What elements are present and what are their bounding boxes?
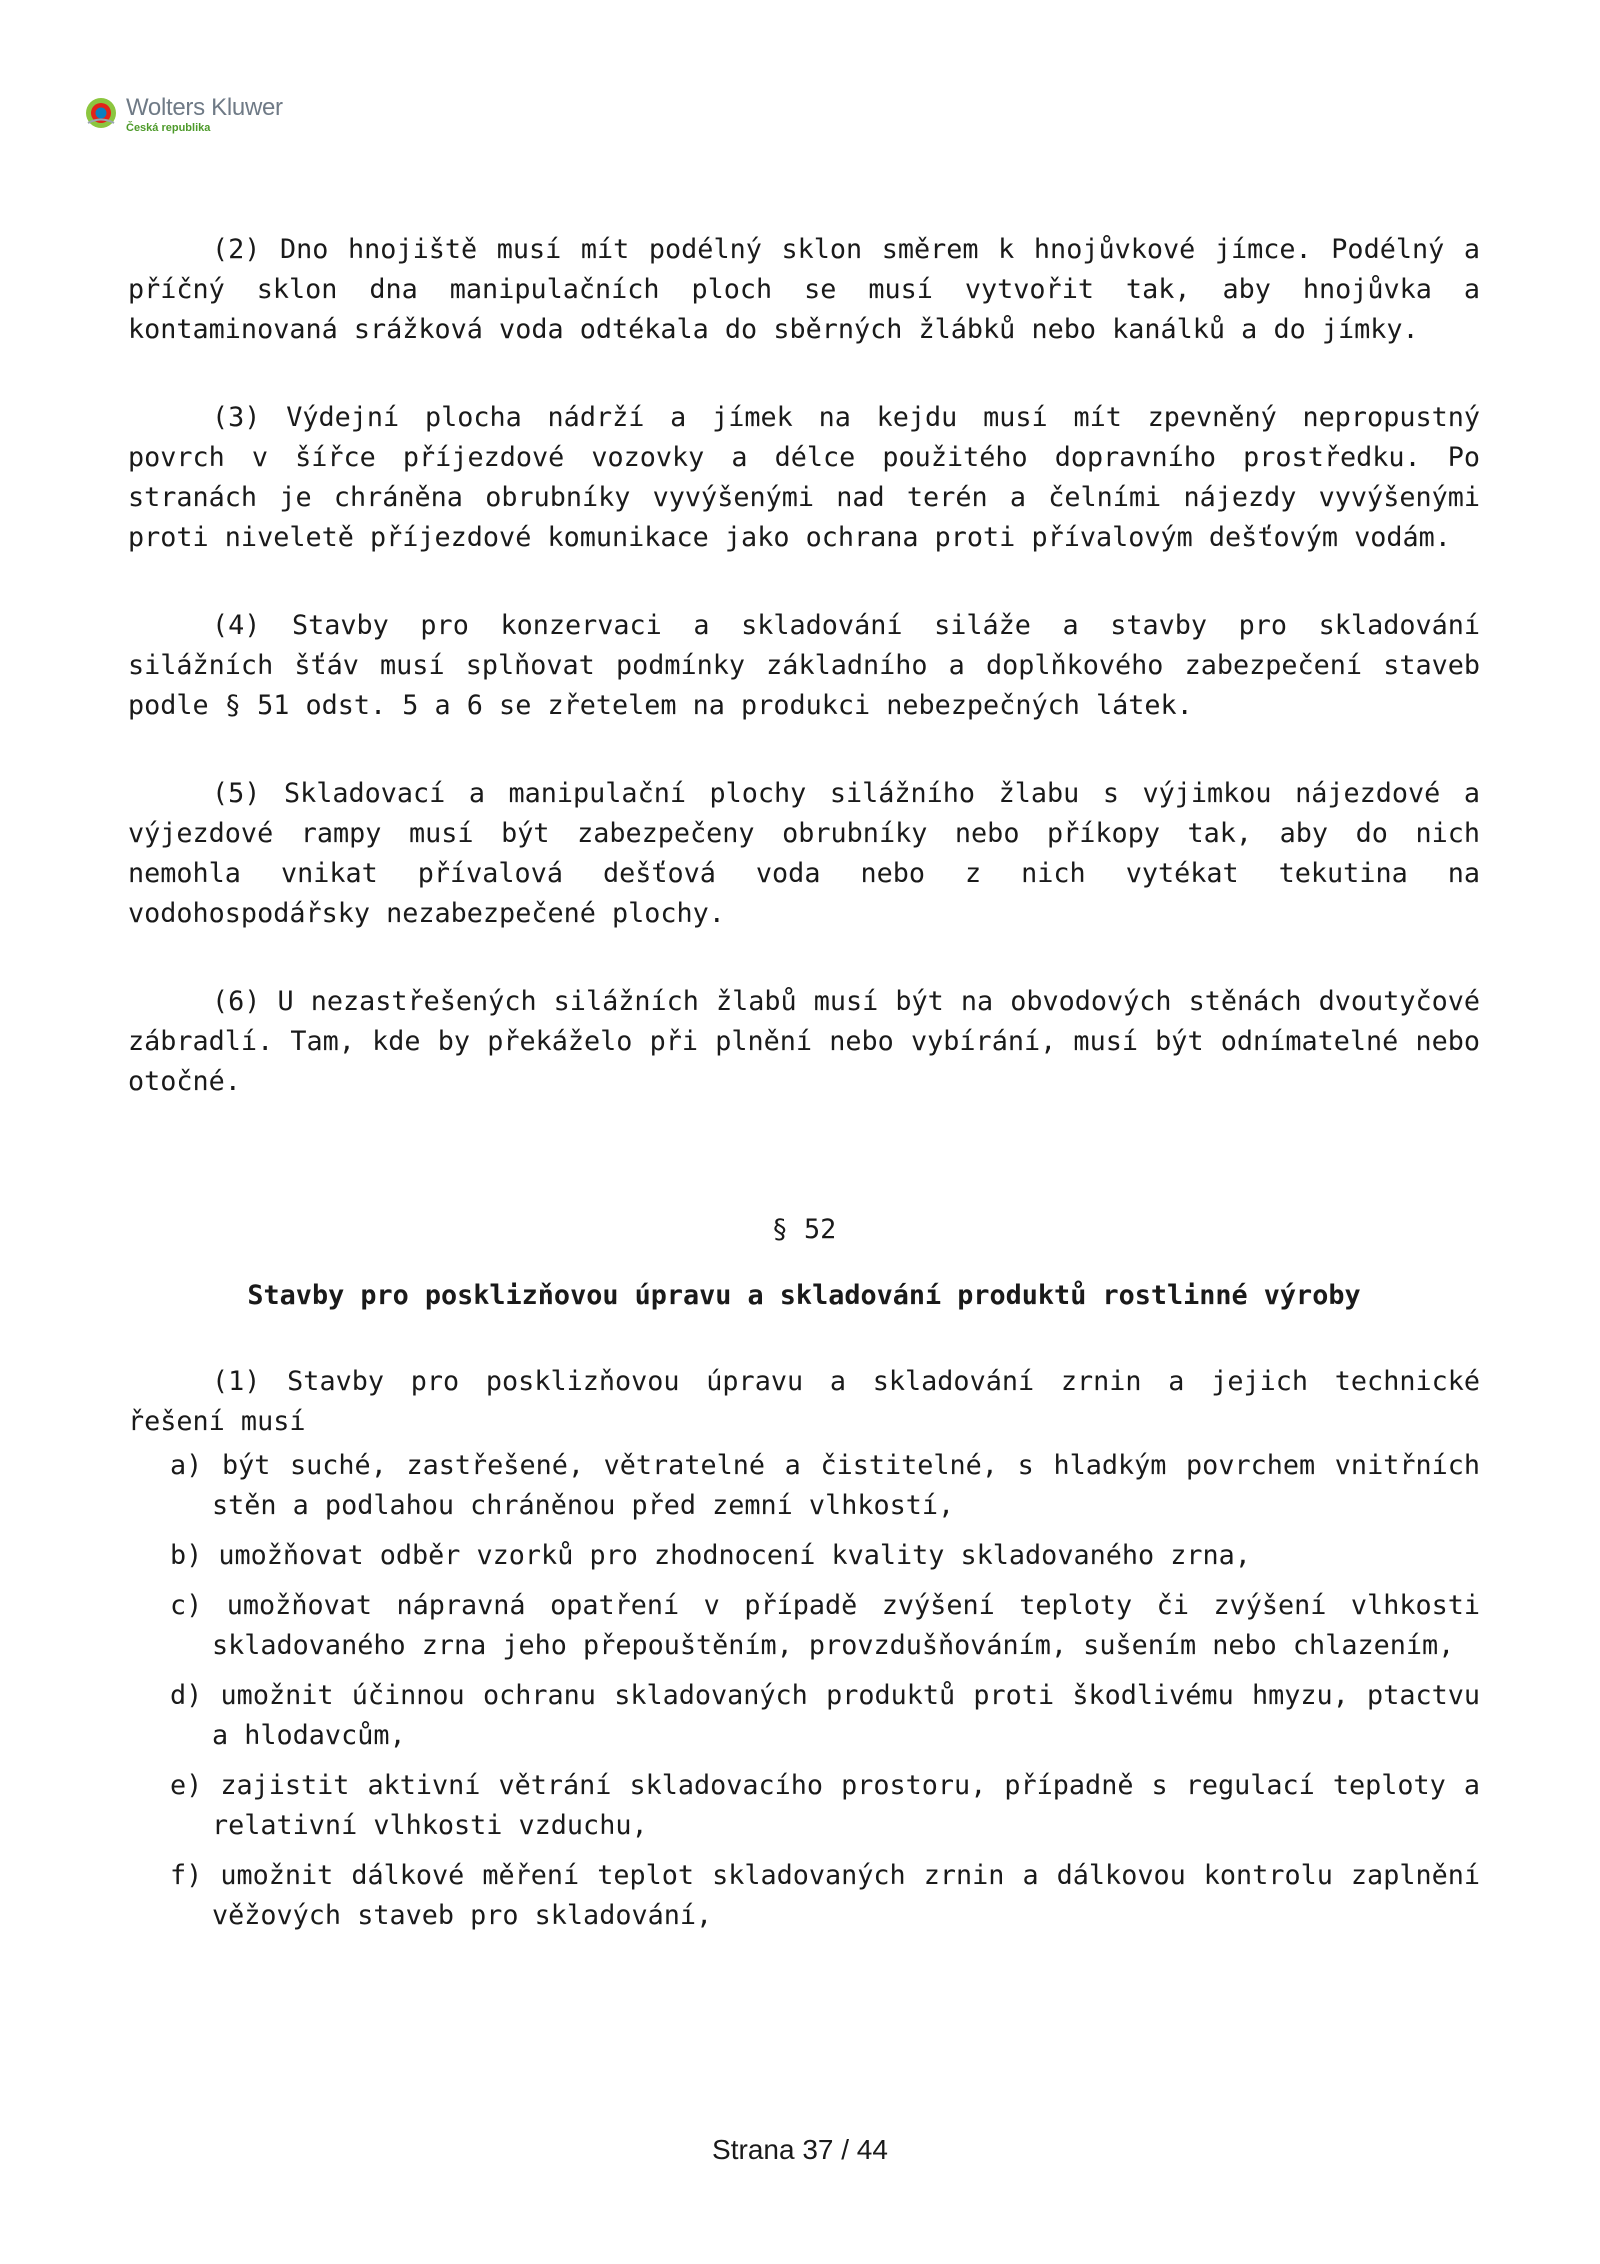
logo-subtitle: Česká republika [126, 122, 211, 134]
document-body [128, 230, 1480, 1946]
paragraph-2: (2) Dno hnojiště musí mít podélný sklon směrem k hnojůvkové jímce. Podélný a příčný sklon dna manipulačních ploch se musí vytvořit tak, aby hnojůvka a kontaminovaná srážková voda odtékala do sběrných žlábků nebo kanálků a do jímky. [128, 234, 1480, 345]
list-item: f) umožnit dálkové měření teplot skladovaných zrnin a dálkovou kontrolu zaplnění věžových staveb pro skladování, [170, 1860, 1480, 1931]
wolters-kluwer-logo-icon [84, 96, 118, 130]
paragraph-6: (6) U nezastřešených silážních žlabů musí být na obvodových stěnách dvoutyčové zábradlí. Tam, kde by překáželo při plnění nebo vybírání, musí být odnímatelné nebo otočné. [128, 986, 1480, 1097]
list-item: b) umožňovat odběr vzorků pro zhodnocení kvality skladovaného zrna, [170, 1540, 1251, 1571]
publisher-logo [84, 92, 344, 142]
requirements-list [128, 1446, 1480, 1936]
list-item: a) být suché, zastřešené, větratelné a čistitelné, s hladkým povrchem vnitřních stěn a podlahou chráněnou před zemní vlhkostí, [170, 1450, 1480, 1521]
paragraph-3: (3) Výdejní plocha nádrží a jímek na kejdu musí mít zpevněný nepropustný povrch v šířce příjezdové vozovky a délce použitého dopravního prostředku. Po stranách je chráněna obrubníky vyvýšenými nad terén a čelními nájezdy vyvýšenými proti niveletě příjezdové komunikace jako ochrana proti přívalovým dešťovým vodám. [128, 402, 1480, 553]
page-number: Strana 37 / 44 [712, 2134, 888, 2165]
paragraph-4: (4) Stavby pro konzervaci a skladování siláže a stavby pro skladování silážních šťáv musí splňovat podmínky základního a doplňkového zabezpečení staveb podle § 51 odst. 5 a 6 se zřetelem na produkci nebezpečných látek. [128, 610, 1480, 721]
list-item: d) umožnit účinnou ochranu skladovaných produktů proti škodlivému hmyzu, ptactvu a hlodavcům, [170, 1680, 1480, 1751]
list-item: e) zajistit aktivní větrání skladovacího prostoru, případně s regulací teploty a relativní vlhkosti vzduchu, [170, 1770, 1480, 1841]
section-number: § 52 [771, 1214, 837, 1245]
list-item: c) umožňovat nápravná opatření v případě zvýšení teploty či zvýšení vlhkosti skladovaného zrna jeho přepouštěním, provzdušňováním, sušením nebo chlazením, [170, 1590, 1480, 1661]
logo-name: Wolters Kluwer [126, 94, 283, 121]
section-title: Stavby pro posklizňovou úpravu a skladování produktů rostlinné výroby [247, 1280, 1361, 1311]
section-intro: (1) Stavby pro posklizňovou úpravu a skladování zrnin a jejich technické řešení musí [128, 1366, 1480, 1437]
paragraph-5: (5) Skladovací a manipulační plochy silážního žlabu s výjimkou nájezdové a výjezdové rampy musí být zabezpečeny obrubníky nebo příkopy tak, aby do nich nemohla vnikat přívalová dešťová voda nebo z nich vytékat tekutina na vodohospodářsky nezabezpečené plochy. [128, 778, 1480, 929]
